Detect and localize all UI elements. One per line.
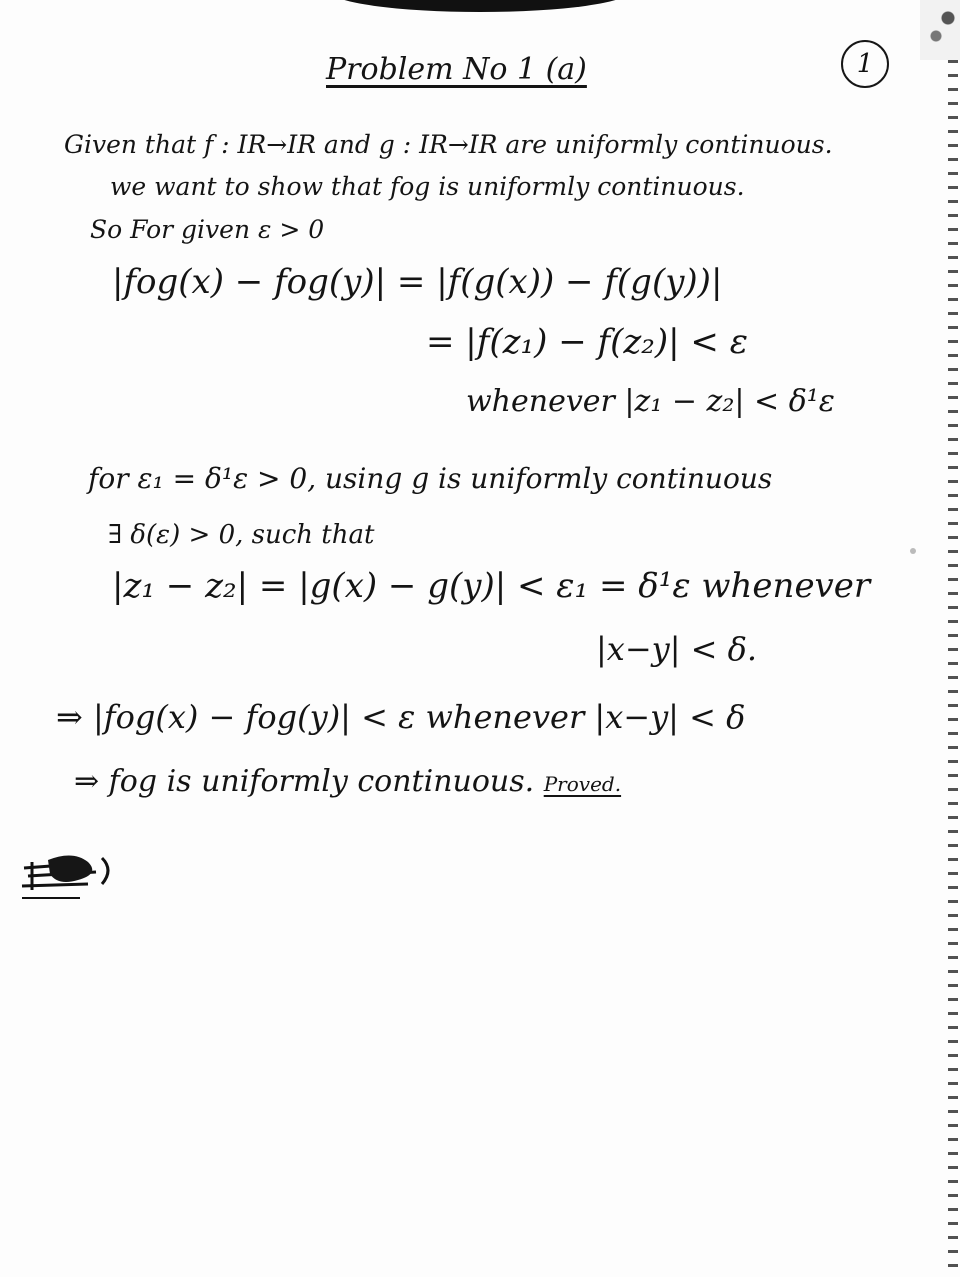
- equation-line-5: |x−y| < δ.: [596, 630, 758, 668]
- proved-label: Proved.: [543, 772, 622, 796]
- given-statement: Given that f : IR→IR and g : IR→IR are uniformly continuous.: [64, 130, 833, 159]
- equation-line-4: |z₁ − z₂| = |g(x) − g(y)| < ε₁ = δ¹ε whenever: [112, 566, 871, 606]
- problem-title: Problem No 1 (a): [326, 52, 587, 87]
- goal-statement: we want to show that fog is uniformly continuous.: [110, 172, 745, 201]
- equation-line-2: = |f(z₁) − f(z₂)| < ε: [426, 322, 748, 362]
- scribbled-out-mark: [18, 846, 118, 906]
- equation-line-3: whenever |z₁ − z₂| < δ¹ε: [466, 384, 835, 419]
- uniform-continuity-g: for ε₁ = δ¹ε > 0, using g is uniformly continuous: [88, 462, 773, 495]
- epsilon-intro: So For given ε > 0: [90, 215, 325, 244]
- binding-shadow: [330, 0, 630, 12]
- paper-smudge: [910, 548, 916, 554]
- conclusion-text: ⇒ fog is uniformly continuous.: [74, 764, 535, 799]
- implication-1: ⇒ |fog(x) − fog(y)| < ε whenever |x−y| < δ: [56, 698, 746, 736]
- page-corner-mark: [920, 0, 960, 60]
- equation-line-1: |fog(x) − fog(y)| = |f(g(x)) − f(g(y))|: [112, 262, 723, 302]
- implication-2: [74, 764, 621, 799]
- page-number-circle: 1: [841, 40, 889, 88]
- perforated-edge: [948, 60, 958, 1277]
- exists-delta: ∃ δ(ε) > 0, such that: [108, 520, 375, 550]
